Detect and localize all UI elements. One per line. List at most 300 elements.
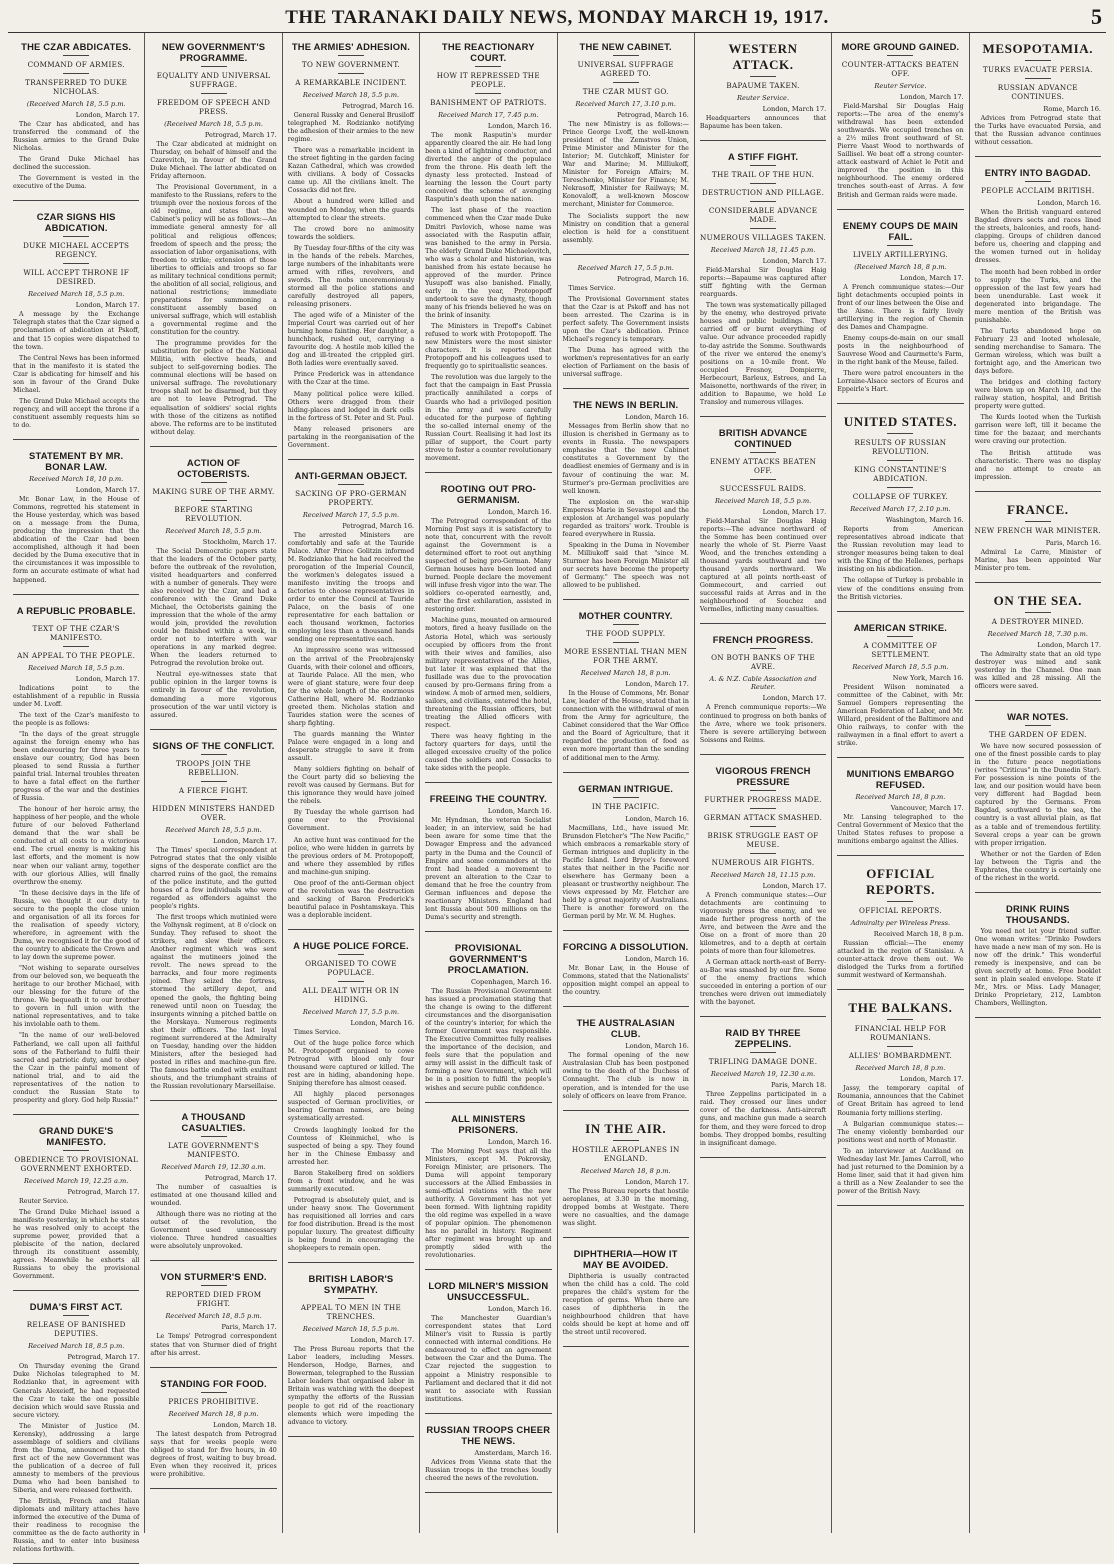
article-subheading: TRANSFERRED TO DUKE NICHOLAS. xyxy=(25,78,128,96)
article-dateline: Received March 17, 3.10 p.m. xyxy=(575,100,676,108)
article xyxy=(975,494,1101,583)
article-headline: STANDING FOR FOOD. xyxy=(160,1377,267,1389)
article-headline: WAR NOTES. xyxy=(1007,711,1069,723)
article-headline: ON THE SEA. xyxy=(993,592,1082,608)
column-3 xyxy=(283,33,420,1533)
article-paragraph: The Minister of Justice (M. Kerensky), addressing a large assemblage of soldiers and civilians from the Duma, announced that the first act of the new Government was the publication of a decree of full amnesty to members of the previous Duma who had been banished to Siberia, and were released forthwith. xyxy=(13,1422,140,1495)
article xyxy=(700,419,826,625)
article-subheading: COMMAND OF ARMIES. xyxy=(27,60,125,69)
article-headline: CZAR SIGNS HIS ABDICATION. xyxy=(36,211,116,234)
article-paragraph: Many released prisoners are partaking in the reorganisation of the Government. xyxy=(287,425,415,449)
article-byline: London, March 17. xyxy=(900,1075,964,1084)
headline-rule xyxy=(338,1298,364,1299)
article-subheading: SACKING OF PRO-GERMAN PROPERTY. xyxy=(295,488,407,507)
article-byline: London, March 17. xyxy=(1037,640,1101,649)
article-headline: VIGOROUS FRENCH PRESSURE xyxy=(715,764,811,787)
article-subheading: TEXT OF THE CZAR'S MANIFESTO. xyxy=(32,623,120,642)
article-dateline: Received March 18, 11.15 p.m. xyxy=(710,870,816,879)
article-headline: IN THE AIR. xyxy=(585,1120,667,1136)
headline-rule xyxy=(1025,78,1051,79)
columns-container xyxy=(8,33,1106,1554)
article xyxy=(837,33,963,210)
article-headline: MESOPOTAMIA. xyxy=(982,41,1094,56)
article-paragraph: An active hunt was continued for the police, who were hidden in garrets by the previous orders of M. Protopopoff, and where they assembled by rifles and machine-gun sniping. xyxy=(287,836,415,876)
headline-rule xyxy=(613,624,639,625)
article-byline: Copenhagen, March 16. xyxy=(471,977,552,986)
article-paragraph: You need not let your friend suffer. One woman writes: "Drinko Powders have made a new man of my son. He is now off the drink." This wonderful remedy is inexpensive, and can be given secretly at home. Free booklet sent in plain sealed envelope. State if Mr., Mrs. or Miss. Lady Manager, Drinko Proprietary, 212, Lambton Chambers, Wellington. xyxy=(974,927,1101,1008)
article-headline: DIPHTHERIA—HOW IT MAY BE AVOIDED. xyxy=(573,1247,678,1270)
article-byline: London, March 16. xyxy=(350,1018,415,1027)
article-paragraph: Times Service. xyxy=(293,1028,341,1036)
article-paragraph: The arrested Ministers are comfortably and safe at the Tauride Palace. After Prince Golitzin informed M. Rodzianko that he had received the prorogation of the Imperial Council, the workmen's delegates issued a manifesto inviting the troops and factories to choose representatives in order to enter the Council at Tauride Palace, on the basis of one representative for each battalion or each thousand workmen, factories employing less than a thousand hands sending one representative each. xyxy=(287,531,415,644)
article-paragraph: The Czar abdicated at midnight on Thursday, on behalf of himself and the Czarevitch, in favour of the Grand Duke Michael. The latter abdicated on Friday afternoon. xyxy=(150,141,277,181)
article-byline: London, March 16. xyxy=(487,807,552,816)
article-paragraph: Although there was no rioting at the outset of the revolution, the Government used unnecessary violence. Three hundred casualties were absolutely unprovoked. xyxy=(150,1211,277,1251)
article-paragraph: The Morning Post says that all the Ministers, except M. Pokrovsky, Foreign Minister, are prisoners. The Duma will appoint temporary successors at the Allied Embassies in semi-official relations with the new authority. A Government has not yet been formed. With lightning rapidity the old regime was expelled in a wave of popular opinion. The phenomenon has no parallel in history. Regiment after regiment was brought up and promptly sided with the revolutionaries. xyxy=(425,1147,552,1260)
column-2 xyxy=(145,33,282,1533)
article-subheading: A COMMITTEE OF SETTLEMENT. xyxy=(863,640,938,659)
article-paragraph: The guards manning the Winter Palace were engaged in a long and desperate struggle to save it from assault. xyxy=(287,730,415,763)
article-paragraph: The new Ministry is as follows:—Prince George Lvoff, the well-known president of the Zemstvos Union, Prime Minister and Minister for the Interior; M. Gutchkoff, Minister for War and Marine; M. Milliukoff, Minister for Foreign Affairs; M. Tereschenko, Minister for Finance; M. Nekrasoff, Minister for Railways; M. Konovaloff, a well-known Moscow merchant, Minister for Commerce. xyxy=(562,121,689,209)
article-paragraph: Three Zeppelins participated in a raid. They crossed our lines under cover of the darkness. Anti-aircraft guns, and machine gun made a search for them, and they were forced to drop bombs. They dropped bombs, resulting in insignificant damage. xyxy=(699,1091,827,1147)
headline-rule xyxy=(201,93,227,94)
article-paragraph: We have now secured possession of one of the finest possible cards to play in the future peace negotiations (writes "Criticus" in the Dunedin Star). For possession is nine points of the law, and our position would have been very different had Bagdad been captured by the Germans. From Bagdad, southward to the sea, the country is a vast alluvial plain, as flat as a table and of tremendous fertility. Several crops a year can be grown with proper irrigation. xyxy=(974,743,1101,847)
headline-rule xyxy=(613,642,639,643)
article xyxy=(563,1240,689,1347)
article-subheading: TRIFLING DAMAGE DONE. xyxy=(708,1057,818,1067)
article-paragraph: The last phase of the reaction commenced when the Czar made Duke Dmitri Pavlovich, whose name was associated with the Rasputin affair, was banished to the army in Persia. The elderly Grand Duke Michaelovitch, who was a scholar and historian, was banished from his estate because he approved of the murder. Prince Yusupoff was also banished. Finally, early in the year, Protopopoff undertook to save the dynasty, though many of his friends believed he was on the brink of insanity. xyxy=(425,207,552,320)
article-paragraph: The honour of her heroic army, the happiness of her people, and the whole future of our beloved Fatherland demand that the war shall be conducted at all costs to a victorious end. The cruel enemy is making his last efforts, and the moment is now near when our valiant army, together with our glorious Allies, will finally overthrow the enemy. xyxy=(13,806,140,886)
article xyxy=(975,159,1101,492)
article-dateline: Received March 18, 5.5 p.m. xyxy=(302,91,400,99)
article-paragraph: Headquarters announces that Bapaume has been taken. xyxy=(699,115,827,131)
article-paragraph: In the House of Commons, Mr. Bonar Law, leader of the House, stated that in connection with the withdrawal of men from the Army for agriculture, the Cabinet considered that the War Office and the Board of Agriculture, that it regarded the production of food as even more important than the sending of additional men to the Army. xyxy=(562,690,689,762)
article-paragraph: Crowds laughingly looked for the Countess of Kleinmichel, who is suspected of being a spy. They found her in the Chinese Embassy and arrested her. xyxy=(287,1126,415,1166)
article-paragraph: The crowd bore no animosity towards the soldiers. xyxy=(287,225,415,241)
article-dateline: (Received March 18, 5.5 p.m. xyxy=(26,100,126,108)
article-subheading: GERMAN ATTACK SMASHED. xyxy=(703,812,823,822)
article-subheading: BANISHMENT OF PATRIOTS. xyxy=(430,98,547,107)
article-headline: BRITISH ADVANCE CONTINUED xyxy=(718,426,808,449)
article-byline: London, March 17. xyxy=(625,1177,689,1186)
article-dateline: Received March 17, 5.5 p.m. xyxy=(302,1007,400,1016)
article-subheading: NUMEROUS AIR FIGHTS. xyxy=(711,857,815,867)
article-byline: Washington, March 16. xyxy=(885,516,964,525)
article xyxy=(975,33,1101,157)
article-dateline: Received March 17, 5.5 p.m. xyxy=(302,510,400,519)
article-paragraph: Many soldiers fighting on behalf of the Court party did so believing the revolt was caused by Germans. But for this ignorance they would have joined the rebels. xyxy=(287,766,415,806)
article-subheading: HIDDEN MINISTERS HANDED OVER. xyxy=(152,803,275,822)
article-paragraph: The Czar has abdicated, and has transferred the command of the Russian armies to the Grand Duke Nicholas. xyxy=(13,121,140,153)
column-4 xyxy=(420,33,557,1533)
headline-rule xyxy=(63,263,89,264)
article xyxy=(425,934,551,1103)
headline-rule xyxy=(201,66,227,67)
article-headline: GERMAN INTRIGUE. xyxy=(578,782,674,794)
headline-rule xyxy=(750,853,776,854)
article-subheading: HOW IT REPRESSED THE PEOPLE. xyxy=(436,71,540,89)
article-headline: A REPUBLIC PROBABLE. xyxy=(16,604,136,616)
masthead: THE TARANAKI DAILY NEWS, MONDAY MARCH 19, 1917. xyxy=(285,7,829,28)
article xyxy=(288,932,414,1263)
article-dateline: Received March 18, 5.5 p.m. xyxy=(852,662,949,671)
article xyxy=(837,614,963,758)
article-headline: VON STURMER'S END. xyxy=(160,1271,267,1283)
article-paragraph: A French communique reports:—We continued to progress on both banks of the Avre, where we took prisoners. There is severe artillerying between Soissons and Reims. xyxy=(699,704,827,744)
article-paragraph: The Turks abandoned hope on February 23 and looted wholesale, sending merchandise to Samara. The German wireless, which was built a fortnight ago, and the American two days before. xyxy=(974,327,1101,376)
article-paragraph: Mr. Lansing telegraphed to the Central Government of Mexico that the United States refuses to propose a munitions embargo against the Allies. xyxy=(837,813,964,846)
article-headline: ACTION OF OCTOBERISTS. xyxy=(177,456,250,479)
article-byline: Petrograd, March 16. xyxy=(342,521,415,530)
article-subheading: APPEAL TO MEN IN THE TRENCHES. xyxy=(300,1303,402,1322)
article-paragraph: The Provisional Government, in a manifesto to the Russians, refers to the triumph over the noxious forces of the old regime, and states that the Cabinet's policy will be as follows:—An immediate general amnesty for all political and religious offences; freedom of speech and the press; the association of labor organisations, with freedom to strike; extension of those liberties to officials and troops so far as military technical conditions permit; the abolition of all social, religious, and national restrictions; immediate preparations for summoning a constituent assembly based on universal suffrage, which will establish a governmental regime and the constitution for the country. xyxy=(150,184,277,337)
article xyxy=(13,203,139,440)
article-paragraph: The explosion on the war-ship Emperess Marie in Sevastopol and the explosion at Archangel was popularly regarded as traitors' work. Trouble is feared everywhere in Russia. xyxy=(562,498,689,538)
headline-rule xyxy=(613,797,639,798)
headline-rule xyxy=(613,1140,639,1141)
article-paragraph: The latest despatch from Petrograd says that for weeks people were obliged to stand for five hours, in 40 degrees of frost, waiting to buy bread. Even when they received it, prices were prohibitive. xyxy=(150,1430,277,1478)
article-dateline: Received March 18, 5.5 p.m. xyxy=(302,1325,400,1334)
article-headline: THE REACTIONARY COURT. xyxy=(441,41,535,63)
headline-rule xyxy=(63,619,89,620)
article-paragraph: Out of the huge police force which M. Protopopoff organised to cowe Petrograd with blood only four thousand were captured or killed. The rest are in hiding, abandoning hope. Sniping therefore has almost ceased. xyxy=(287,1040,415,1088)
article-dateline: Received March 19, 12.25 a.m. xyxy=(24,1176,129,1185)
article-headline: MORE GROUND GAINED. xyxy=(841,41,960,52)
article-subheading: THE GARDEN OF EDEN. xyxy=(988,730,1087,740)
article-dateline: Received March 18, 11.45 p.m. xyxy=(710,246,816,255)
article-dateline: Received March 18, 8 p.m. xyxy=(580,669,671,678)
article-headline: A HUGE POLICE FORCE. xyxy=(293,939,409,951)
article-subheading: A REMARKABLE INCIDENT. xyxy=(295,78,407,87)
article-paragraph: Times Service. xyxy=(568,284,616,292)
article-dateline: Received March 18, 5.5 p.m. xyxy=(165,825,262,834)
article-subheading: KING CONSTANTINE'S ABDICATION. xyxy=(854,465,947,484)
article-dateline: (Received March 18, 5.5 p.m. xyxy=(164,120,263,128)
article-paragraph: Many political police were killed. Others were dragged from their hiding-places and lodged in dark cells in the fortress of St. Peter and St. Paul. xyxy=(287,390,415,422)
article-paragraph: The Admiralty state that an old type destroyer was mined and sank yesterday in the Channel. One man was killed and 28 missing. All the officers were saved. xyxy=(974,650,1101,691)
article-dateline: Received March 18, 8.5 p.m. xyxy=(165,1312,262,1321)
article-headline: ROOTING OUT PRO-GERMANISM. xyxy=(440,482,536,505)
article-byline: London, March 17. xyxy=(75,674,140,683)
article-headline: ENTRY INTO BAGDAD. xyxy=(984,167,1091,179)
article-subheading: PRICES PROHIBITIVE. xyxy=(168,1396,259,1406)
article xyxy=(425,475,551,783)
article-dateline: Received March 19, 12.30 a.m. xyxy=(161,1163,266,1172)
headline-rule xyxy=(63,236,89,237)
article-paragraph: Le Temps' Petrograd correspondent states that von Sturmer died of fright after his arrest. xyxy=(150,1333,277,1357)
article-dateline: Received March 18, 8.5 p.m. xyxy=(28,1342,125,1351)
article xyxy=(975,585,1101,701)
article-paragraph: Indications point to the establishment of a republic in Russia under M. Lvoff. xyxy=(13,684,140,708)
headline-rule xyxy=(613,82,639,83)
article xyxy=(563,33,689,255)
article-byline: Paris, March 17. xyxy=(221,1323,277,1332)
headline-rule xyxy=(338,954,364,955)
article-paragraph: A Bulgarian communique states:—The enemy violently bombarded our positions west and north of Monastir. xyxy=(837,1120,964,1144)
article-byline: London, March 17. xyxy=(762,105,827,113)
headline-rule xyxy=(887,245,913,246)
article-paragraph: Machine guns, mounted on armoured motors, fired a heavy fusillade on the Astoria Hotel, which was seriously occupied by officers from the front with their wives and families, also military representatives of the Allies, but later it was explained that the fusillade was due to the provocation caused by pro-Germans firing from a window. A mob of armed men, soldiers, sailors, and civilians, entered the hotel, threatening the Russian officers, but treating the Allied officers with respect. xyxy=(425,617,552,730)
article-paragraph: Admiral Le Carre, Minister of Marine, has been appointed War Minister pro tem. xyxy=(974,548,1101,572)
article-dateline: Reuter Service. xyxy=(874,82,927,90)
article-paragraph: Mr. Bonar Law, in the House of Commons, regretted his statement in the House yesterday, which was based on a message from the Duma, producing the impression that the abdication of the Czar had been accomplished, although it had been decided by the Duma executive that in the circumstances it was impossible to form an accurate estimate of what had happened. xyxy=(13,496,140,584)
article xyxy=(425,1416,551,1493)
article-subheading: COUNTER-ATTACKS BEATEN OFF. xyxy=(841,60,960,78)
article-paragraph: The Grand Duke Michael accepts the regency, and will accept the throne if a constituent assembly requests him so to do. xyxy=(13,397,140,429)
article-byline: London, March 17. xyxy=(625,680,689,689)
article-headline: FORCING A DISSOLUTION. xyxy=(562,941,689,953)
article-headline: RAID BY THREE ZEPPELINS. xyxy=(725,1027,801,1050)
article-subheading: DESTRUCTION AND PILLAGE. xyxy=(701,188,825,198)
article-subheading: BRISK STRUGGLE EAST OF MEUSE. xyxy=(707,830,819,849)
article-subheading: OFFICIAL REPORTS. xyxy=(859,906,942,916)
article xyxy=(700,626,826,754)
headline-rule xyxy=(750,1052,776,1053)
headline-rule xyxy=(613,55,639,56)
headline-rule xyxy=(201,799,227,800)
headline-rule xyxy=(63,1150,89,1151)
article-subheading: TURKS EVACUATE PERSIA. xyxy=(982,65,1093,74)
article xyxy=(13,442,139,595)
article-paragraph: There was a remarkable incident in the street fighting in the garden facing Kazan Cathedral, which was crowded with civilians. A body of Cossacks came up. All the civilians knelt. The Cossacks did not fire. xyxy=(287,147,415,195)
article-byline: London, March 16. xyxy=(487,122,552,130)
headline-rule xyxy=(750,808,776,809)
article-dateline: Received March 18, 5.5 p.m. xyxy=(165,526,262,535)
article-byline: London, March 17. xyxy=(75,486,140,495)
article-paragraph: Advices from Vienna state that the Russian troops in the trenches loudly cheered the news of the revolution. xyxy=(425,1458,552,1482)
article-paragraph: One proof of the anti-German object of the revolution was the destruction and sacking of Baron Frederick's beautiful palace in Poshtamskaya. This was a deplorable incident. xyxy=(287,879,415,919)
article xyxy=(563,1113,689,1238)
article-headline: ANTI-GERMAN OBJECT. xyxy=(294,469,408,481)
article-byline: London, March 17. xyxy=(762,257,827,266)
article-dateline: (Received March 18, 8 p.m. xyxy=(854,262,947,271)
headline-rule xyxy=(475,93,501,94)
article-headline: BRITISH LABOR'S SYMPATHY. xyxy=(308,1273,394,1296)
headline-rule xyxy=(201,781,227,782)
headline-rule xyxy=(887,55,913,56)
article-headline: FRANCE. xyxy=(1007,501,1069,517)
article-paragraph: The Times' special correspondent at Petrograd states that the only visible signs of the desperate conflict are the charred ruins of the gaol, the remains of the police institute, and the gutted houses of a few individuals who were regarded as offenders against the people's rights. xyxy=(150,846,277,910)
article-subheading: IN THE PACIFIC. xyxy=(591,801,660,811)
article-paragraph: The Social Democratic papers state that the leaders of the October party, before the outbreak of the revolution, visited headquarters and conferred with a number of generals. They were also received by the Czar, and had a conference with the Grand Duke Michael, the Octoberists gaining the impression that the whole of the army would join, provided the revolution could be finished within a week, in order not to interfere with war operations in any marked degree. When the leaders returned to Petrograd the revolution broke out. xyxy=(150,547,277,668)
article-paragraph: Whether or not the Garden of Eden lay between the Tigris and the Euphrates, the country is certainly one of the richest in the world. xyxy=(974,850,1101,882)
article-paragraph: Petrograd is absolutely quiet, and is under heavy snow. The Government has requisitioned all lorries and cars for food distribution. Bread is the most popular luxury. The greatest difficulty is being found in encouraging the shopkeepers to remain open. xyxy=(287,1196,415,1253)
article-byline: Amsterdam, March 16. xyxy=(474,1448,552,1457)
article-paragraph: The Provisional Government states that the Czar is at Pskoff and has not been arrested. The Czarina is in perfect safety. The Government insists upon the Czar's abdication. Prince Michael's regency is temporary. xyxy=(562,295,689,343)
article-paragraph: An impressive scene was witnessed on the arrival of the Preobrajensky Guards, with their colonel and officers, at Tauride Palace. All the men, who were of giant stature, were four deep for the whole length of the enormous Catherine Hall, where M. Rodzianko greeted them. Nicholas station and Taurides station were the scenes of sharp fighting. xyxy=(287,647,415,727)
headline-rule xyxy=(1025,521,1051,522)
article-headline: MOTHER COUNTRY. xyxy=(578,610,673,622)
article-byline: London, March 16. xyxy=(625,814,689,823)
column-1 xyxy=(8,33,145,1554)
headline-rule xyxy=(201,500,227,501)
article-subheading: BAPAUME TAKEN. xyxy=(726,81,800,90)
article-byline: London, March 17. xyxy=(900,273,964,282)
article-paragraph: Russian official:—The enemy attacked in the region of Stanislau. A counter-attack drove them out. We dislodged the Turks from a fortified summit westward of Kermanshah. xyxy=(837,940,964,980)
headline-rule xyxy=(63,73,89,74)
article xyxy=(700,1019,826,1157)
article-subheading: WILL ACCEPT THRONE IF DESIRED. xyxy=(23,268,130,287)
article-paragraph: The Duma has agreed with the workmen's representatives for an early election of Parliament on the basis of universal suffrage. xyxy=(562,347,689,379)
article-headline: THE ARMIES' ADHESION. xyxy=(291,41,411,52)
article-headline: WESTERN ATTACK. xyxy=(728,41,798,72)
article-paragraph: Messages from Berlin show that no illusion is cherished in Germany as to events in Russia. The newspapers emphasise that the new Cabinet constitutes a Government by the deadliest enemies of Germany and is in favour of continuing the war. M. Sturmer's pro-German proclivities are well known. xyxy=(562,423,689,495)
article-headline: LORD MILNER'S MISSION UNSUCCESSFUL. xyxy=(428,1280,549,1303)
headline-rule xyxy=(887,636,913,637)
article-byline: London, March 16. xyxy=(487,507,552,516)
article-paragraph: The number of casualties is estimated at one thousand killed and wounded. xyxy=(150,1184,277,1208)
article-byline: London, March 17. xyxy=(762,694,827,703)
headline-rule xyxy=(887,487,913,488)
article-paragraph: Reuter Service. xyxy=(19,1197,69,1205)
article-paragraph: Neutral eye-witnesses state that public opinion in the larger towns is entirely in favour of the revolution, demanding a more vigorous prosecution of the war until victory is assured. xyxy=(150,671,277,719)
headline-rule xyxy=(750,76,776,77)
article-paragraph: Reports from American representatives abroad indicate that the Russian revolution may lead to stronger measures being taken to deal with the King of the Hellenes, perhaps insisting on his abdication. xyxy=(837,526,964,574)
article-subheading: PEOPLE ACCLAIM BRITISH. xyxy=(981,186,1095,196)
headline-rule xyxy=(63,646,89,647)
article-paragraph: A French communique states:—Our detachments are continuing to vigorously press the enemy, and we made further progress north of the Avre, and between the Avre and the Oise on a front of more than 20 kilometres, and to a depth at certain points of more than four kilometres. xyxy=(699,891,827,956)
article-subheading: ON BOTH BANKS OF THE AVRE. xyxy=(711,653,816,672)
headline-rule xyxy=(338,73,364,74)
article-byline: London, March 17. xyxy=(350,1336,415,1345)
headline-rule xyxy=(887,433,913,434)
article-subheading: AN APPEAL TO THE PEOPLE. xyxy=(17,650,136,660)
article-paragraph: The British attitude was characteristic. There was no display and no attempt to create an impression. xyxy=(974,449,1101,481)
article-paragraph: The Manchester Guardian's correspondent states that Lord Milner's visit to Russia is partly connected with internal conditions. He endeavoured to effect an agreement between the Czar and the Duma. The Czar rejected the suggestion to appoint a Ministry responsible to Parliament and declared that it did not want to associate with Russian institutions. xyxy=(425,1315,552,1403)
article-subheading: BEFORE STARTING REVOLUTION. xyxy=(174,504,253,523)
article-paragraph: Advices from Petrograd state that the Turks have evacuated Persia, and that the Russian advance continues without cessation. xyxy=(974,115,1101,147)
article-paragraph: The Socialists support the new Ministry on condition that a general election is held for a constituent assembly. xyxy=(562,212,689,244)
article-paragraph: President Wilson nominated a committee of the Cabinet, with Mr. Samuel Gompers representing the American Federation of Labor, and Mr. Willard, president of the Baltimore and Ohio railways, to confer with the railwaymen in a final effort to avert a strike. xyxy=(837,683,964,747)
article-headline: DRINK RUINS THOUSANDS. xyxy=(1005,902,1070,925)
article-byline: London, March 17. xyxy=(213,836,277,845)
article-paragraph: Baron Stakelberg fired on soldiers from a front window, and he was summarily executed. xyxy=(287,1169,415,1193)
article-dateline: Received March 18, 7.30 p.m. xyxy=(987,629,1089,638)
headline-rule xyxy=(201,754,227,755)
article-paragraph: The bridges and clothing factory were blown up on March 10, and the railway station, hospital, and British property were gutted. xyxy=(974,379,1101,411)
article-dateline: Received March 17, 7.45 p.m. xyxy=(438,111,539,119)
article-paragraph: The formal opening of the new Australasian Club has been postponed owing to the death of the Duchess of Connaught. The club is now in operation, and is intended for the use solely of officers on leave from France. xyxy=(562,1052,689,1100)
article xyxy=(563,391,689,600)
article-paragraph: Enemy coups-de-main on our small posts in the neighbourhood of Sauvrese Wood and Caurmette's Farm, in the right bank of the Meuse, failed. xyxy=(837,334,964,366)
article xyxy=(150,33,276,447)
article-headline: UNITED STATES. xyxy=(843,414,958,430)
article-paragraph: The Grand Duke Michael issued a manifesto yesterday, in which he states he was resolved only to accept the supreme power, provided that a plebiscite of the nation, declared through its constituent assembly, agrees. Meanwhile he exhorts all Russians to obey the provisional Government. xyxy=(13,1208,140,1281)
article-headline: STATEMENT BY MR. BONAR LAW. xyxy=(29,450,124,473)
article-subheading: COLLAPSE OF TURKEY. xyxy=(852,492,949,502)
article-headline: PROVISIONAL GOVERNMENT'S PROCLAMATION. xyxy=(447,941,529,975)
article-paragraph: The Central News has been informed that in the manifesto it is stated the Czar is abdicating for himself and his son in favour of the Grand Duke Michael. xyxy=(13,354,140,394)
article-byline: Rome, March 16. xyxy=(1043,105,1101,113)
article xyxy=(150,449,276,730)
article xyxy=(837,212,963,405)
article-dateline: Received March 18, 5.5 p.m. xyxy=(28,290,125,299)
article xyxy=(150,732,276,1101)
article xyxy=(288,1265,414,1436)
column-7 xyxy=(832,33,969,1533)
article-headline: NEW GOVERNMENT'S PROGRAMME. xyxy=(161,41,266,63)
article-subheading: HOSTILE AEROPLANES IN ENGLAND. xyxy=(571,1144,680,1163)
article xyxy=(425,33,551,473)
headline-rule xyxy=(475,66,501,67)
article-dateline: A. & N.Z. Cable Association and Reuter. xyxy=(709,675,817,692)
article-byline: Petrograd, March 16. xyxy=(616,274,689,283)
article-paragraph: The first troops which mutinied were the Volhynsk regiment, at 8 o'clock on Sunday. They refused to shoot the strikers, and slew their officers. Another regiment which was sent against the mutineers joined the revolt. The news spread to the barracks, and four more regiments joined. They seized the fortress, stormed the artillery depot, and opened the gaols, the fighting being renewed until noon on Tuesday, the insurgents winning a pitched battle on the Morskaya. Numerous regiments shot their officers. The last loyal regiment surrendered at the Admiralty on Tuesday, handing over the hidden Ministers, after the besieged had posted in rifles and machine-gun fire. The famous battle ended with exultant shouts, and the triumphant strains of the Russian revolutionary Marseillaise. xyxy=(150,914,277,1091)
article-paragraph: Prince Frederick was in attendance with the Czar at the time. xyxy=(287,371,415,387)
article-headline: THE NEW CABINET. xyxy=(579,41,672,52)
article-paragraph: The revolution was due largely to the fact that the campaign in East Prussia practically annihilated a corps of Guards who had a privileged position in the army and were carefully educated for the purpose of fighting the so-called internal enemy of the Russian Court. Realising it had lost its pillar of support, the Court party strove to foster a counter revolutionary movement. xyxy=(425,374,552,462)
article-headline: ALL MINISTERS PRISONERS. xyxy=(451,1112,526,1135)
article-subheading: FINANCIAL HELP FOR ROUMANIANS. xyxy=(854,1024,947,1043)
article-paragraph: The text of the Czar's manifesto to the people is as follows: xyxy=(13,711,140,727)
article-subheading: A FIERCE FIGHT. xyxy=(178,785,249,795)
article-byline: London, March 17. xyxy=(75,111,140,119)
article-byline: Paris, March 16. xyxy=(1045,538,1101,547)
article xyxy=(563,775,689,932)
article xyxy=(13,33,139,201)
article-subheading: THE CZAR MUST GO. xyxy=(582,87,669,96)
article-subheading: EQUALITY AND UNIVERSAL SUFFRAGE. xyxy=(156,71,271,89)
article-paragraph: To an interviewer at Auckland on Wednesday last Mr. James Carroll, who had just returned to the Dominion by a Home liner, said that it had given him a thrill as a New Zealander to see the power of the British Navy. xyxy=(837,1147,964,1195)
article-subheading: ENEMY ATTACKS BEATEN OFF. xyxy=(709,456,817,475)
article-paragraph: Field-Marshal Sir Douglas Haig reports:—The advance northward of the Somme has been continued over nearly the whole of St. Pierre Vaast Wood, and the trenches extending a thousand yards southward and two thousand yards northward. We captured at all points north-east of Gommecourt, and carried out successful raids at Arras and in the neighbourhood of Souchez and Vermelles, inflicting many casualties. xyxy=(699,517,827,614)
article xyxy=(837,992,963,1206)
article-dateline: Received March 18, 5.5 p.m. xyxy=(714,496,812,505)
article-paragraph: Macmillans, Ltd., have issued Mr. Brunsdon Fletcher's "The New Pacific," which embraces a remarkable story of German intrigues and duplicity in the Pacific Island. Lord Bryce's foreword states that neither in the Pacific nor elsewhere has Germany been a pleasant or trustworthy neighbour. The views expressed by Mr. Fletcher are held by a great majority of Australians. There is another foreword on the German peril by Mr. W. M. Hughes. xyxy=(562,824,689,921)
article xyxy=(425,1105,551,1271)
article-headline: DUMA'S FIRST ACT. xyxy=(29,1301,123,1313)
article-subheading: NEW FRENCH WAR MINISTER. xyxy=(974,525,1101,535)
column-6 xyxy=(695,33,832,1533)
column-8 xyxy=(970,33,1106,1533)
article xyxy=(700,33,826,141)
article-paragraph: "In these decisive days in the life of Russia, we thought it our duty to secure to the people the close union and organisation of all its forces for the realisation of speedy victory, wherefore, in agreement with the Duma, we recognised it for the good of the country to abdicate the Crown and to lay down the supreme power. xyxy=(13,889,140,962)
article-headline: FREEING THE COUNTRY. xyxy=(429,793,547,805)
article xyxy=(837,858,963,990)
article-paragraph: Mr. Bonar Law, in the House of Commons, stated that the Nationalists' opposition might compel an appeal to the country. xyxy=(562,965,689,997)
article-paragraph: On Thursday evening the Grand Duke Nicholas telegraphed to M. Rodzianko that, in agreement with Generals Alexeieff, he had requested the Czar to take the one possible decision which would save Russia and secure victory. xyxy=(13,1363,140,1419)
headline-rule xyxy=(750,228,776,229)
article xyxy=(563,1009,689,1110)
article-paragraph: "Not wishing to separate ourselves from our beloved son, we bequeath the heritage to our brother Michael, with our blessing for the future of the throne. We bequeath it to our brother to govern in full union with the national representatives, and to take his inviolable oath to them. xyxy=(13,965,140,1029)
headline-rule xyxy=(338,981,364,982)
article-subheading: TROOPS JOIN THE REBELLION. xyxy=(176,758,252,777)
article-headline: MUNITIONS EMBARGO REFUSED. xyxy=(846,767,955,790)
article-paragraph: Diphtheria is usually contracted when the child has a cold. The cold prepares the child's system for the reception of germs. When there are cases of diphtheria in the neighbourhood children that have colds should be kept at home and off the street until recovered. xyxy=(562,1272,689,1337)
article-byline: Vancouver, March 17. xyxy=(890,803,964,812)
article-paragraph: The Government is vested in the executive of the Duma. xyxy=(13,175,140,191)
article-paragraph: Mr. Hyndman, the veteran Socialist leader, in an interview, said he had been aware for some time that the Dowager Empress and the advanced party in the Duma and the Council of Empire and some commanders at the front had headed a movement to prevent an alteration to the Czar to demand that he free the country from German influences and depose the reactionary Ministers. England had lent Russia about 500 millions on the Duma's security and strength. xyxy=(425,817,552,921)
article-paragraph: The Kurds looted when the Turkish garrison were left, till it became the time for the bazaar, and merchants were craving our protection. xyxy=(974,414,1101,446)
article-paragraph: A message by the Exchange Telegraph states that the Czar signed a proclamation of abdication at Pskoff, and that 15 copies were dispatched to the town. xyxy=(13,311,140,351)
article-subheading: MAKING SURE OF THE ARMY. xyxy=(152,486,275,496)
article-subheading: LIVELY ARTILLERYING. xyxy=(852,249,948,259)
article-byline: London, March 17. xyxy=(762,881,827,890)
article-byline: Paris, March 18. xyxy=(770,1081,827,1090)
article-dateline: Received March 18, 8 p.m. xyxy=(168,1409,259,1418)
article-byline: London, March 16. xyxy=(625,413,689,422)
article-subheading: OBEDIENCE TO PROVISIONAL GOVERNMENT EXHORTED. xyxy=(14,1154,139,1173)
headline-rule xyxy=(338,55,364,56)
article-paragraph: About a hundred were killed and wounded on Monday, when the guards attempted to clear the streets. xyxy=(287,198,415,222)
headline-rule xyxy=(201,1285,227,1286)
article xyxy=(563,602,689,772)
headline-rule xyxy=(750,648,776,649)
headline-rule xyxy=(750,452,776,453)
article-byline: London, March 17. xyxy=(762,507,827,516)
article-subheading: FURTHER PROGRESS MADE. xyxy=(704,794,822,804)
article-byline: London, March 16. xyxy=(1037,199,1101,208)
